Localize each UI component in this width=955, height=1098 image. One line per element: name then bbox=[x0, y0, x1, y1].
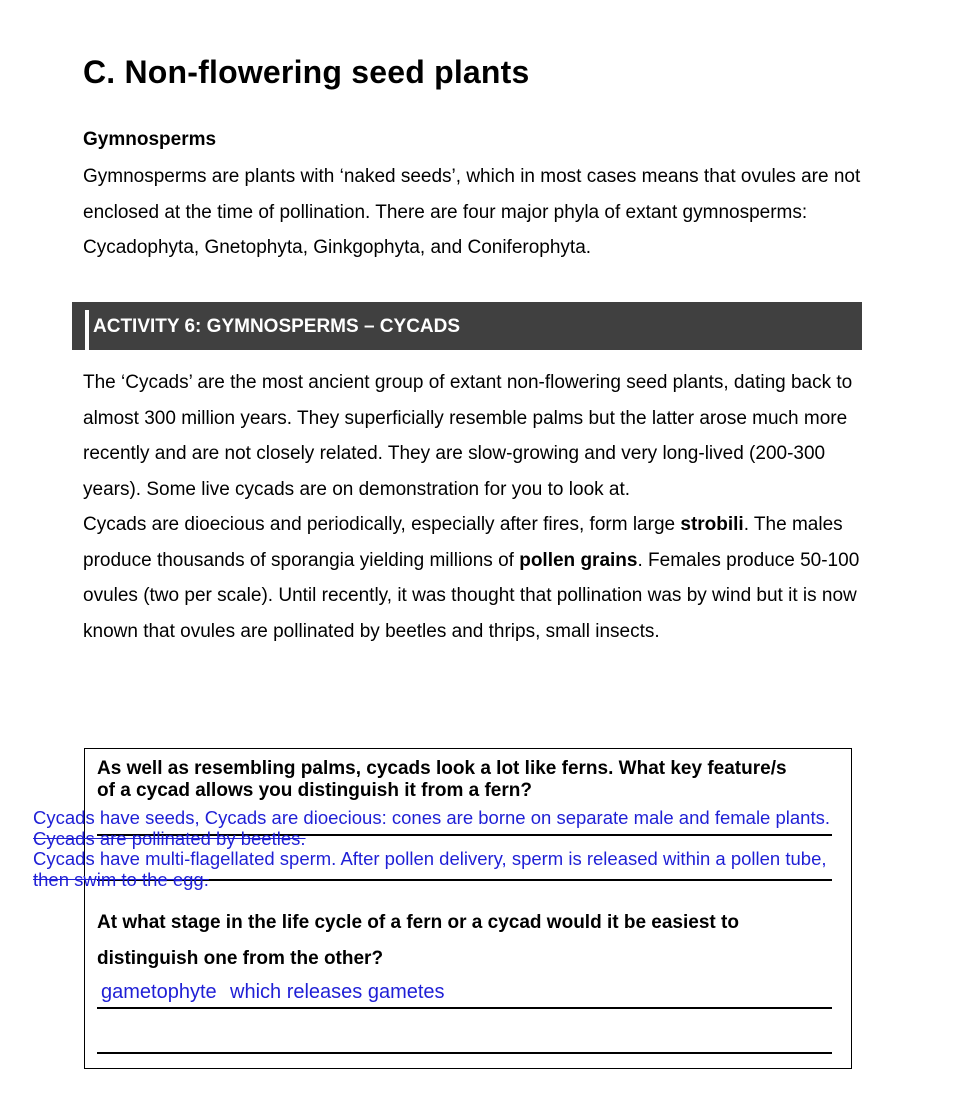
section-heading: Gymnosperms bbox=[83, 129, 217, 150]
intro-paragraph-text: Gymnosperms are plants with ‘naked seeds’, which in most cases means that ovules are not enclosed at the time of pollination. There are four major phyla of extant gymnosperms: Cycadophyta, Gnetophyta, Ginkgophyta, and Coniferophyta. bbox=[83, 166, 861, 258]
answer-line-4 bbox=[97, 1052, 832, 1054]
body-text bbox=[83, 365, 873, 649]
answer-2-word-1[interactable]: gametophyte bbox=[101, 981, 217, 1003]
question-1: As well as resembling palms, cycads look a lot like ferns. What key feature/s of a cycad allows you distinguish it from a fern? bbox=[97, 758, 787, 801]
question-2: At what stage in the life cycle of a fern or a cycad would it be easiest to distinguish one from the other? bbox=[97, 912, 739, 969]
body-p2-part3: . Females produce 50-100 ovules (two per scale). Until recently, it was thought that pollination was by wind but it is now known that ovules are pollinated by beetles and thrips, small insects. bbox=[83, 549, 860, 642]
body-paragraph-1: The ‘Cycads’ are the most ancient group of extant non-flowering seed plants, dating back to almost 300 million years. They superficially resemble palms but the latter arose much more recently and are not closely related. They are slow-growing and very long-lived (200-300 years). Some live cycads are on demonstration for you to look at. bbox=[83, 372, 853, 500]
answer-2-word-2[interactable]: which releases gametes bbox=[230, 981, 445, 1003]
banner-accent-bar bbox=[85, 310, 89, 350]
body-paragraph-2 bbox=[83, 507, 873, 649]
activity-banner bbox=[72, 302, 862, 350]
answer-line-3 bbox=[97, 1007, 832, 1009]
body-p2-part2: . The males produce thousands of sporangia yielding millions of bbox=[83, 514, 843, 571]
body-p2-bold-strobili: strobili bbox=[680, 514, 744, 535]
answer-1-line-1[interactable]: Cycads have seeds, Cycads are dioecious: cones are borne on separate male and female plants. bbox=[33, 807, 830, 828]
body-p2-part1: Cycads are dioecious and periodically, especially after fires, form large bbox=[83, 514, 681, 535]
body-p2-bold-pollen: pollen grains bbox=[519, 549, 638, 571]
intro-paragraph bbox=[83, 159, 873, 266]
answer-1-line-4[interactable]: then swim to the egg. bbox=[33, 869, 209, 890]
activity-banner-title: ACTIVITY 6: GYMNOSPERMS – CYCADS bbox=[93, 316, 461, 337]
page-title: C. Non-flowering seed plants bbox=[83, 54, 530, 90]
answer-1-line-3[interactable]: Cycads have multi-flagellated sperm. After pollen delivery, sperm is released within a pollen tube, bbox=[33, 848, 827, 869]
answer-1-line-2[interactable]: Cycads are pollinated by beetles. bbox=[33, 828, 306, 849]
